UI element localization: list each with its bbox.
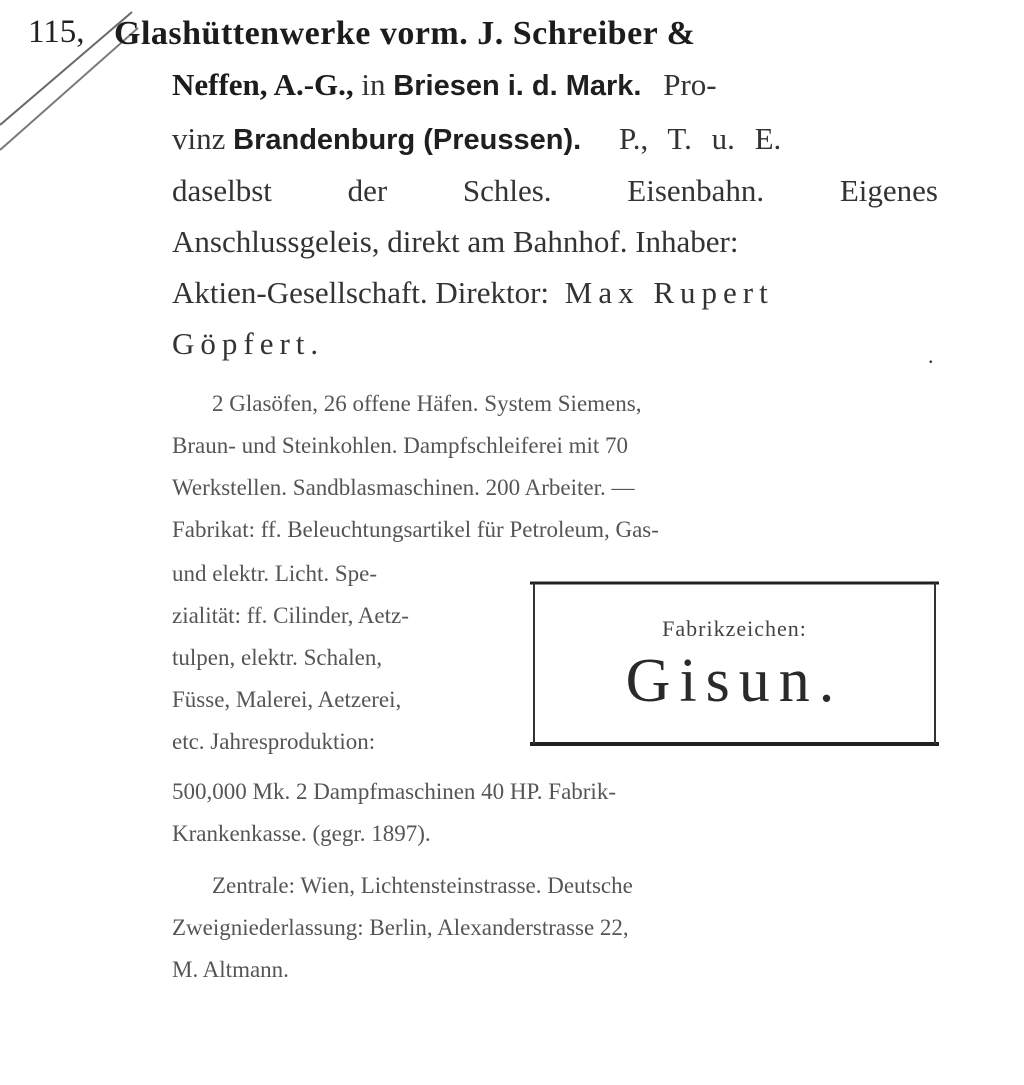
entry-number: 115, — [28, 14, 85, 50]
narrow-line: etc. Jahresproduktion: — [172, 729, 376, 754]
trademark-name: Gisun. — [625, 647, 844, 715]
province-name: Brandenburg (Preussen). — [233, 124, 582, 156]
branch-line: Zweigniederlassung: Berlin, Alexanderstrasse 22, — [172, 915, 629, 940]
branch-line: M. Altmann. — [172, 957, 289, 982]
narrow-line: und elektr. Licht. Spe- — [172, 561, 378, 586]
company-location: Briesen i. d. Mark. — [393, 70, 642, 102]
director-label: Aktien-Gesellschaft. Direktor: — [172, 275, 550, 310]
description-line: 2 Glasöfen, 26 offene Häfen. System Siemens, — [212, 391, 642, 416]
word: Schles. — [462, 173, 552, 208]
description-line: Werkstellen. Sandblasmaschinen. 200 Arbeiter. — — [172, 475, 635, 500]
branch-line: Zentrale: Wien, Lichtensteinstrasse. Deutsche — [212, 873, 633, 898]
pro-hyphenated: Pro- — [663, 67, 717, 102]
railway-line — [172, 171, 938, 211]
narrow-line: zialität: ff. Cilinder, Aetz- — [172, 603, 409, 628]
director-surname: Göpfert. — [172, 326, 325, 361]
province-line — [172, 119, 781, 160]
postal-telegraph-rail: P., T. u. E. — [618, 121, 782, 156]
company-name-cont: Neffen, A.-G., — [172, 67, 354, 102]
company-name-line2 — [172, 65, 717, 106]
stray-dot: . — [928, 343, 934, 368]
narrow-line: tulpen, elektr. Schalen, — [172, 645, 383, 670]
word: Eigenes — [839, 173, 938, 208]
description-line: 500,000 Mk. 2 Dampfmaschinen 40 HP. Fabrik- — [172, 779, 616, 804]
in-word: in — [361, 67, 386, 102]
word: der — [347, 173, 388, 208]
company-name-line1: Glashüttenwerke vorm. J. Schreiber & — [114, 15, 696, 52]
director-name: Max Rupert — [564, 275, 774, 310]
word: Eisenbahn. — [627, 173, 765, 208]
vinz-fragment: vinz — [172, 121, 226, 156]
description-line: Braun- und Steinkohlen. Dampfschleiferei mit 70 — [172, 433, 629, 458]
siding-owner-line: Anschlussgeleis, direkt am Bahnhof. Inhaber: — [172, 224, 739, 259]
director-line — [172, 273, 774, 313]
trademark-caption: Fabrikzeichen: — [662, 616, 807, 641]
word: daselbst — [172, 173, 272, 208]
trademark-box — [530, 578, 939, 748]
description-line: Fabrikat: ff. Beleuchtungsartikel für Petroleum, Gas- — [172, 517, 659, 542]
description-line: Krankenkasse. (gegr. 1897). — [172, 821, 431, 846]
narrow-line: Füsse, Malerei, Aetzerei, — [172, 687, 402, 712]
